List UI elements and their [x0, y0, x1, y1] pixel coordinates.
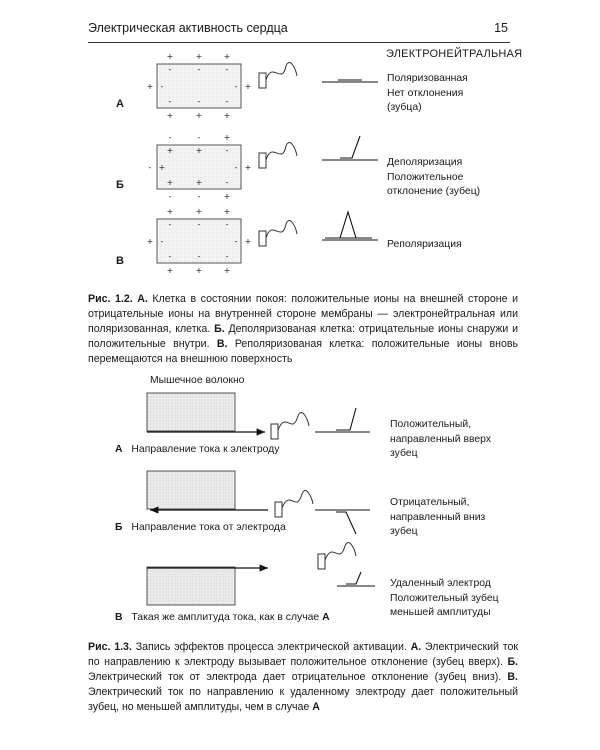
caption-text: Электрический ток по направлению к удаленному электроду дает положительный зубец, но меньшей амплитуды, чем в случае — [88, 686, 518, 713]
trace-a-flat — [322, 80, 378, 82]
svg-text:-: - — [168, 220, 172, 229]
svg-text:+: + — [166, 207, 174, 216]
desc-line: (зубца) — [387, 102, 422, 113]
desc-line: Удаленный электрод — [390, 578, 491, 589]
trace-c-spike — [322, 212, 378, 240]
trace-1-3-b-down — [315, 510, 370, 534]
trace-b-upstroke — [322, 136, 378, 160]
row-c-description — [387, 238, 462, 253]
svg-text:+: + — [244, 82, 252, 91]
svg-text:+: + — [195, 52, 203, 61]
caption-lead: Рис. 1.2. — [88, 293, 133, 305]
fiber-b — [147, 471, 268, 510]
svg-text:-: - — [168, 192, 172, 201]
caption-bold: А — [312, 701, 320, 713]
desc-line: зубец — [390, 448, 418, 459]
caption-text: Реполяризованая клетка: положительные ионы вновь перемещаются на внешнюю поверхность — [88, 338, 518, 365]
svg-text:+: + — [223, 52, 231, 61]
electrode-c — [259, 221, 297, 247]
electrode-1-3-b — [275, 491, 313, 518]
cell-repolarization — [147, 207, 252, 275]
svg-text:-: - — [197, 97, 201, 106]
caption-text: Запись эффектов процесса электрической активации. — [131, 641, 411, 653]
svg-text:+: + — [195, 266, 203, 275]
desc-line: направленный вверх — [390, 433, 492, 445]
cell-polarized — [147, 52, 252, 120]
electrode-a — [259, 63, 297, 89]
svg-text:-: - — [168, 65, 172, 74]
svg-text:+: + — [223, 207, 231, 216]
desc-line: Деполяризация — [387, 157, 463, 168]
svg-text:-: - — [234, 82, 238, 91]
row-a-description — [387, 72, 468, 116]
row-label-suffix: А — [322, 612, 330, 623]
desc-line: Нет отклонения — [387, 87, 464, 99]
caption-fig-1-3 — [88, 640, 518, 715]
svg-text:+: + — [146, 237, 154, 246]
row-letter: Б — [115, 522, 123, 533]
row-letter: В — [115, 612, 123, 623]
svg-text:+: + — [146, 82, 154, 91]
caption-bold: В. — [216, 338, 228, 350]
row-1-3-c-caption — [115, 611, 330, 626]
svg-text:-: - — [197, 252, 201, 261]
svg-text:-: - — [197, 65, 201, 74]
svg-text:-: - — [225, 146, 229, 155]
fiber-a — [147, 393, 265, 432]
caption-bold: Б. — [507, 656, 518, 668]
svg-text:+: + — [195, 111, 203, 120]
caption-text: Клетка в состоянии покоя: положительные ионы на внешней стороне и отрицательные ионы на внутренней стороне мембраны — электронейтральная или поляризованная, клетка. — [88, 293, 518, 335]
svg-text:-: - — [168, 133, 172, 142]
svg-text:+: + — [244, 163, 252, 172]
row-label: Такая же амплитуда тока, как в случае — [131, 612, 320, 623]
caption-text: Деполяризованая клетка: отрицательные ионы снаружи и положительные внутри. — [88, 323, 519, 350]
svg-text:+: + — [158, 163, 166, 172]
row-1-3-a-description — [390, 418, 491, 462]
svg-text:-: - — [197, 192, 201, 201]
svg-text:+: + — [166, 146, 174, 155]
row-1-3-c-description — [390, 577, 499, 621]
svg-text:+: + — [223, 111, 231, 120]
row-1-3-b-caption — [115, 521, 286, 536]
svg-text:-: - — [225, 178, 229, 187]
svg-text:+: + — [223, 133, 231, 142]
caption-bold: А. — [410, 641, 422, 653]
svg-text:-: - — [160, 82, 164, 91]
cell-depolarizing — [149, 133, 252, 201]
desc-line: отклонение (зубец) — [387, 186, 481, 197]
desc-line: направленный вниз — [390, 511, 486, 523]
desc-line: Поляризованная — [387, 73, 468, 84]
fiber-c — [147, 567, 268, 605]
desc-line: Положительное — [387, 171, 464, 183]
svg-text:-: - — [197, 133, 201, 142]
svg-text:+: + — [166, 52, 174, 61]
svg-text:-: - — [160, 237, 164, 246]
svg-text:+: + — [195, 146, 203, 155]
page-number: 15 — [494, 21, 508, 35]
electrode-1-3-a — [271, 413, 309, 440]
desc-line: Положительный зубец — [390, 592, 499, 604]
svg-text:-: - — [225, 97, 229, 106]
row-letter-a: А — [116, 98, 124, 110]
row-letter-b: Б — [116, 179, 124, 191]
svg-text:-: - — [225, 252, 229, 261]
svg-text:-: - — [225, 65, 229, 74]
caption-bold: А. — [137, 293, 148, 305]
svg-text:+: + — [166, 266, 174, 275]
row-label: Направление тока от электрода — [131, 522, 286, 533]
caption-text: Электрический ток от электрода дает отрицательное отклонение (зубец вниз). — [88, 671, 508, 683]
desc-line: Положительный, — [390, 419, 472, 430]
electrode-1-3-c — [318, 543, 356, 570]
desc-line: меньшей амплитуды — [390, 607, 491, 618]
row-1-3-a-caption — [115, 443, 279, 458]
desc-line: зубец — [390, 526, 418, 537]
svg-text:+: + — [166, 178, 174, 187]
svg-text:-: - — [168, 97, 172, 106]
svg-text:+: + — [223, 192, 231, 201]
svg-text:-: - — [225, 220, 229, 229]
running-title: Электрическая активность сердца — [88, 21, 288, 35]
trace-1-3-c-small — [337, 572, 375, 586]
svg-text:+: + — [195, 178, 203, 187]
svg-text:-: - — [197, 220, 201, 229]
svg-text:-: - — [168, 252, 172, 261]
svg-text:+: + — [223, 266, 231, 275]
row-letter: А — [115, 444, 123, 455]
caption-fig-1-2 — [88, 292, 518, 367]
electrode-b — [259, 143, 297, 169]
trace-1-3-a-up — [315, 408, 370, 432]
svg-text:-: - — [148, 163, 152, 172]
muscle-fiber-label: Мышечное волокно — [150, 375, 245, 386]
desc-line: Отрицательный, — [390, 497, 470, 508]
svg-text:+: + — [166, 111, 174, 120]
caption-text: Электрический ток по направлению к электроду вызывает положительное отклонение (зубец вверх). — [88, 641, 519, 668]
electroneutral-label: ЭЛЕКТРОНЕЙТРАЛЬНАЯ — [386, 48, 523, 60]
caption-lead: Рис. 1.3. — [88, 641, 132, 653]
svg-text:+: + — [244, 237, 252, 246]
svg-text:-: - — [234, 163, 238, 172]
row-1-3-b-description — [390, 496, 485, 540]
row-label: Направление тока к электроду — [131, 444, 280, 455]
caption-bold: В. — [507, 671, 518, 683]
row-letter-c: В — [116, 255, 124, 267]
desc-line: Реполяризация — [387, 239, 462, 250]
svg-text:-: - — [234, 237, 238, 246]
svg-text:+: + — [195, 207, 203, 216]
row-b-description — [387, 156, 480, 200]
caption-bold: Б. — [214, 323, 225, 335]
